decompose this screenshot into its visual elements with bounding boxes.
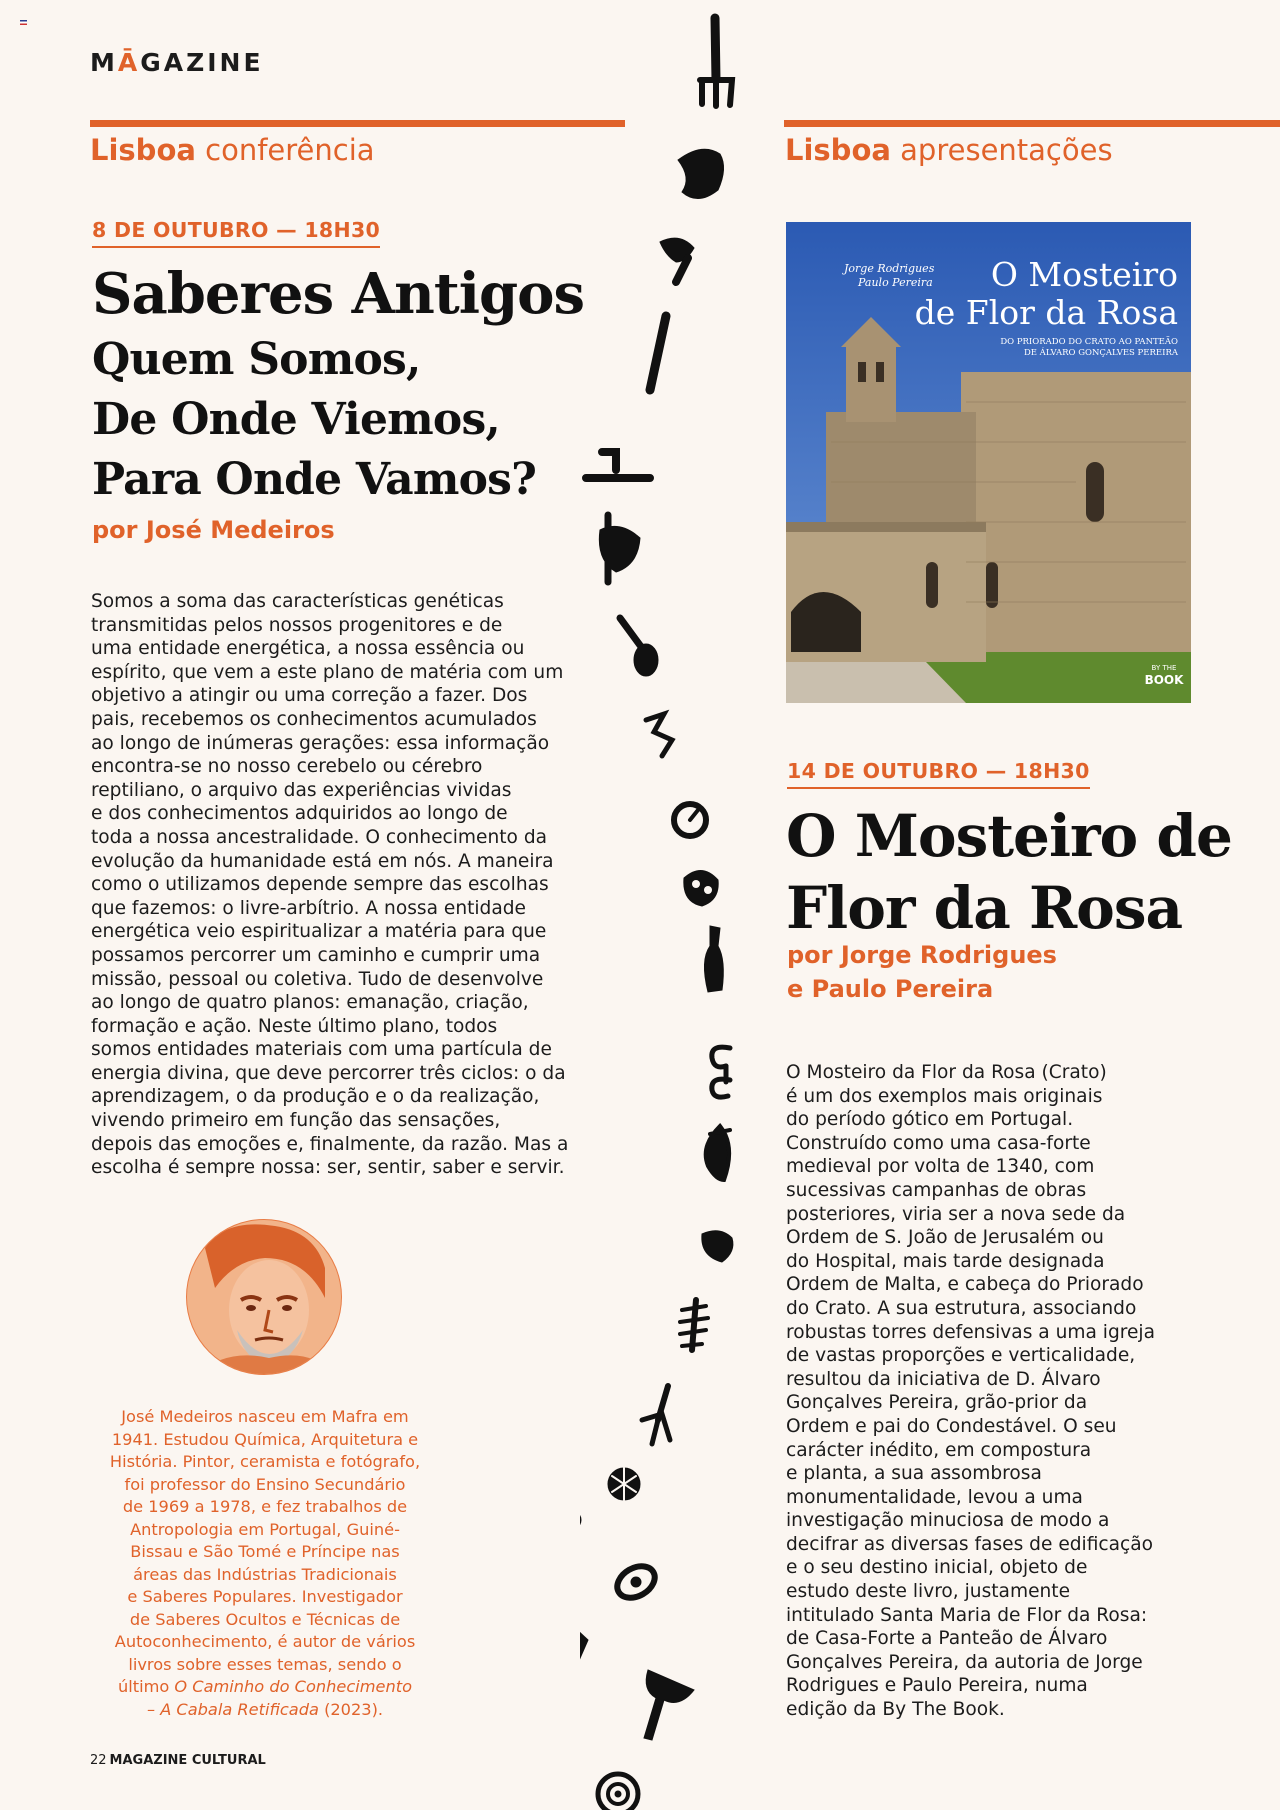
body-line: evolução da humanidade está em nós. A maneira (91, 850, 554, 872)
body-line: Somos a soma das características genéticas (91, 591, 504, 612)
bio-line: Autoconhecimento, é autor de vários (114, 1632, 416, 1651)
body-line: estudo deste livro, justamente (786, 1581, 1071, 1603)
bio-line: Bissau e São Tomé e Príncipe nas (130, 1542, 400, 1561)
event-title-left: Saberes Antigos (92, 261, 585, 327)
page-footer: 22 MAGAZINE CULTURAL (90, 1753, 266, 1768)
body-line: objetivo a atingir ou uma correção a fazer. Dos (91, 685, 528, 707)
decorative-glyphs (580, 0, 740, 1810)
event-date-right: 14 DE OUTUBRO — 18H30 (787, 759, 1090, 789)
staff-glyph-icon (650, 316, 666, 390)
trident-glyph-icon (642, 1386, 670, 1444)
body-line: robustas torres defensivas a uma igreja (786, 1321, 1155, 1343)
magazine-logo: MĀGAZINE (90, 48, 264, 77)
bio-line: áreas das Indústrias Tradicionais (133, 1564, 397, 1584)
fish-glyph-icon (706, 1126, 730, 1180)
body-line: pais, recebemos os conhecimentos acumulados (91, 708, 537, 730)
body-line: do Crato. A sua estrutura, associando (786, 1297, 1137, 1319)
body-line: e planta, a sua assombrosa (786, 1463, 1042, 1485)
fork-glyph-icon (700, 18, 732, 106)
body-line: vivendo primeiro em função das sensações, (91, 1110, 501, 1132)
svg-text:Paulo Pereira: Paulo Pereira (858, 276, 933, 289)
mask-glyph-icon (684, 870, 718, 906)
article-body-left (91, 590, 611, 1180)
body-line: Gonçalves Pereira, da autoria de Jorge (786, 1651, 1143, 1673)
body-line: Ordem de S. João de Jerusalém ou (786, 1227, 1104, 1249)
section-rule-right (784, 120, 1280, 127)
author-portrait (185, 1218, 343, 1376)
svg-text:Jorge Rodrigues: Jorge Rodrigues (844, 262, 935, 275)
body-line: investigação minuciosa de modo a (786, 1510, 1110, 1532)
blob-glyph-icon (702, 1231, 733, 1262)
event-date-left: 8 DE OUTUBRO — 18H30 (92, 218, 380, 248)
body-line: Ordem de Malta, e cabeça do Priorado (786, 1274, 1144, 1296)
shelf-glyph-icon (586, 452, 650, 478)
event-author-left: por José Medeiros (92, 516, 335, 544)
svg-text:DO PRIORADO DO CRATO AO PANTEÃ: DO PRIORADO DO CRATO AO PANTEÃO (1000, 337, 1178, 347)
clock-glyph-icon (674, 804, 706, 836)
net-glyph-icon (608, 1468, 640, 1500)
body-line: posteriores, viria ser a nova sede da (786, 1203, 1126, 1225)
body-line: transmitidas pelos nossos progenitores e de (91, 614, 503, 636)
flag-icon (20, 20, 27, 25)
body-line: resultou da iniciativa de D. Álvaro (786, 1368, 1101, 1390)
bio-line: História. Pintor, ceramista e fotógrafo, (109, 1452, 421, 1471)
body-line: espírito, que vem a este plano de matéria com um (91, 661, 564, 683)
section-title-left: Lisboa conferência (90, 133, 375, 167)
section-rule-left (90, 120, 625, 127)
body-line: encontra-se no nosso cerebelo ou cérebro (91, 756, 483, 778)
event-subtitle-left: Quem Somos, De Onde Viemos, Para Onde Vamos? (92, 334, 537, 505)
body-line: ao longo de quatro planos: emanação, criação, (91, 992, 529, 1014)
body-line: que fazemos: o livre-arbítrio. A nossa entidade (91, 897, 527, 919)
spiral-glyph-icon (598, 1774, 638, 1810)
spoon-glyph-icon (620, 618, 658, 676)
body-line: toda a nossa ancestralidade. O conhecimento da (91, 826, 548, 848)
body-line: reptiliano, o arquivo das experiências vividas (91, 779, 512, 801)
body-line: Rodrigues e Paulo Pereira, numa (786, 1675, 1088, 1697)
bio-line: foi professor do Ensino Secundário (124, 1474, 406, 1494)
body-line: e dos conhecimentos adquiridos ao longo de (91, 803, 508, 825)
body-line: de vastas proporções e verticalidade, (786, 1345, 1136, 1367)
article-body-right (786, 1061, 1186, 1722)
bio-line: José Medeiros nasceu em Mafra em (121, 1407, 409, 1426)
svg-text:BY THE: BY THE (1151, 664, 1177, 672)
body-line: missão, pessoal ou coletiva. Tudo de desenvolve (91, 968, 544, 990)
body-line: decifrar as diversas fases de edificação (786, 1533, 1154, 1555)
body-line: do Hospital, mais tarde designada (786, 1250, 1105, 1272)
bio-line: livros sobre esses temas, sendo o (128, 1654, 402, 1674)
body-line: monumentalidade, levou a uma (786, 1486, 1083, 1508)
diamond-glyph-icon (580, 1616, 588, 1672)
body-line: e o seu destino inicial, objeto de (786, 1557, 1088, 1579)
cover-title: O Mosteiro (990, 255, 1178, 294)
body-line: formação e ação. Neste último plano, todos (91, 1015, 498, 1037)
body-line: sucessivas campanhas de obras (786, 1179, 1087, 1201)
body-line: de Casa-Forte a Panteão de Álvaro (786, 1628, 1108, 1650)
bio-line: último O Caminho do Conhecimento (117, 1677, 412, 1696)
publisher-logo: BOOK (1144, 673, 1184, 687)
body-line: depois das emoções e, finalmente, da razão. Mas a (91, 1133, 569, 1155)
author-bio (95, 1406, 435, 1721)
figure-glyph-icon (599, 515, 640, 582)
body-line: somos entidades materiais com uma partícula de (91, 1039, 552, 1061)
body-line: é um dos exemplos mais originais (786, 1085, 1103, 1107)
body-line: edição da By The Book. (786, 1699, 1005, 1721)
bio-line: Antropologia em Portugal, Guiné- (130, 1519, 400, 1539)
svg-text:de Flor da Rosa: de Flor da Rosa (914, 293, 1178, 332)
event-title-right: O Mosteiro de Flor da Rosa (786, 802, 1232, 942)
body-line: Construído como uma casa-forte (786, 1132, 1091, 1154)
bio-line: e Saberes Populares. Investigador (127, 1587, 403, 1606)
body-line: carácter inédito, em compostura (786, 1439, 1092, 1461)
bottle-glyph-icon (704, 926, 723, 992)
bio-line: de Saberes Ocultos e Técnicas de (129, 1609, 401, 1629)
dot-glyph-icon (580, 1511, 581, 1529)
body-line: como o utilizamos depende sempre das escolhas (91, 874, 549, 896)
hammer-glyph-icon (660, 238, 694, 282)
body-line: uma entidade energética, a nossa essência ou (91, 638, 525, 660)
book-cover (786, 222, 1191, 703)
pincer-glyph-icon (712, 1047, 730, 1097)
bio-line: – A Cabala Retificada (2023). (146, 1699, 384, 1719)
body-line: Ordem e pai do Condestável. O seu (786, 1415, 1117, 1437)
body-line: possamos percorrer um caminho e cumprir uma (91, 944, 541, 966)
event-author-right: por Jorge Rodrigues e Paulo Pereira (787, 941, 1057, 1003)
body-line: energética veio espiritualizar a matéria para que (91, 921, 547, 943)
fishbone-glyph-icon (680, 1300, 708, 1350)
section-title-right: Lisboa apresentações (785, 133, 1113, 167)
svg-text:DE ÁLVARO GONÇALVES PEREIRA: DE ÁLVARO GONÇALVES PEREIRA (1023, 348, 1178, 358)
body-line: do período gótico em Portugal. (786, 1109, 1074, 1131)
bio-line: 1941. Estudou Química, Arquitetura e (111, 1429, 419, 1449)
body-line: medieval por volta de 1340, com (786, 1156, 1095, 1178)
eye-glyph-icon (612, 1560, 661, 1604)
body-line: Gonçalves Pereira, grão-prior da (786, 1392, 1088, 1414)
body-line: energia divina, que deve percorrer três ciclos: o da (91, 1062, 566, 1084)
bird-glyph-icon (678, 149, 724, 198)
body-line: escolha é sempre nossa: ser, sentir, saber e servir. (91, 1157, 565, 1179)
body-line: ao longo de inúmeras gerações: essa informação (91, 732, 550, 754)
squiggle-glyph-icon (646, 714, 672, 756)
body-line: O Mosteiro da Flor da Rosa (Crato) (786, 1062, 1107, 1083)
body-line: intitulado Santa Maria de Flor da Rosa: (786, 1604, 1148, 1626)
funnel-glyph-icon (644, 1670, 694, 1740)
body-line: aprendizagem, o da produção e o da realização, (91, 1086, 540, 1108)
bio-line: de 1969 a 1978, e fez trabalhos de (122, 1497, 408, 1516)
